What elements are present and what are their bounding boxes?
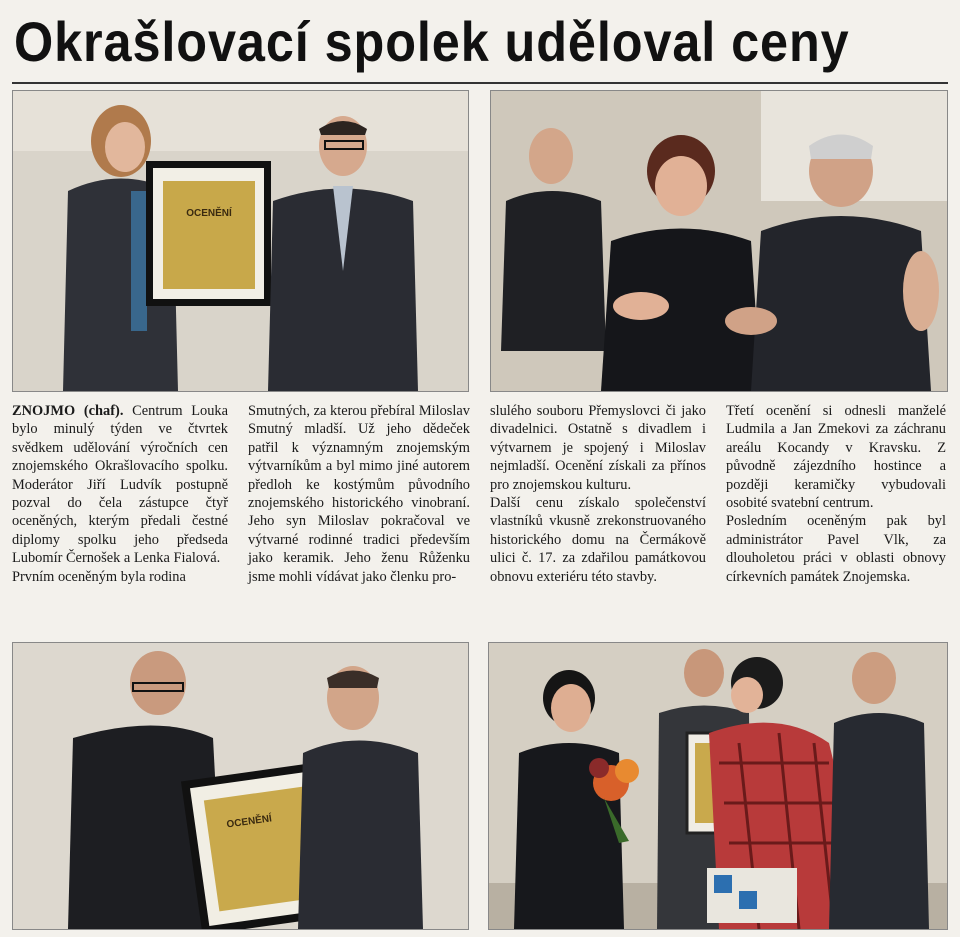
paragraph-smutny: Smutných, za kterou přebíral Miloslav Smutný mladší. Už jeho dědeček patřil k významným znojemským výtvarníkům a byl mimo jiné autorem předloh ke kostýmům původního znojemského historického vinobraní. Jeho syn Miloslav pokračoval ve výtvarné rodinné tradici především jako keramik. Jeho ženu Růženku jsme mohli vídávat jako členku pro- xyxy=(248,403,470,585)
diploma-label-1: OCENĚNÍ xyxy=(186,208,232,219)
photo-award-diploma xyxy=(12,642,469,930)
photo-scene-3 xyxy=(13,643,468,929)
headline-rule xyxy=(12,82,948,84)
article-column-4 xyxy=(726,402,946,586)
photo-scene-1 xyxy=(13,91,468,391)
photo-scene-4 xyxy=(489,643,947,929)
photo-audience xyxy=(490,90,948,392)
photo-flowers xyxy=(488,642,948,930)
paragraph-house: Další cenu získalo společenství vlastníků vkusně zrekonstruovaného historického domu na Čermákově ulici č. 17. za zdařilou památkovou obnovu exteriéru této stavby. xyxy=(490,495,706,585)
photo-scene-2 xyxy=(491,91,947,391)
headline: Okrašlovací spolek uděloval ceny xyxy=(14,10,850,73)
article-column-1 xyxy=(12,402,228,586)
paragraph-culture: slulého souboru Přemyslovci či jako divadelnici. Ostatně s divadlem i výtvarnem je spojený i Miloslav nejmladší. Ocenění získali za přínos pro znojemskou kulturu. xyxy=(490,403,706,493)
article-column-2 xyxy=(248,402,470,586)
diploma-label-3: OCENĚNÍ xyxy=(225,813,273,831)
photo-award-smutny xyxy=(12,90,469,392)
paragraph-first-award: Prvním oceněným byla rodina xyxy=(12,568,186,585)
paragraph-intro xyxy=(12,402,228,568)
dateline: ZNOJMO (chaf). xyxy=(12,403,124,419)
paragraph-vlk: Posledním oceněným pak byl administrátor Pavel Vlk, za dlouholetou práci v oblasti obnovy církevních památek Znojemska. xyxy=(726,513,946,585)
paragraph-zmek: Třetí ocenění si odnesli manželé Ludmila a Jan Zmekovi za záchranu areálu Kocandy v Kravsku. Z původně zájezdního hostince a později keramičky vybudovali osobité svatební centrum. xyxy=(726,403,946,512)
article-column-3 xyxy=(490,402,706,586)
paragraph-intro-text: Centrum Louka bylo minulý týden ve čtvrtek svědkem udělování výročních cen znojemského Okrašlovacího spolku. Moderátor Jiří Ludvík postupně pozval do čela zástupce čtyř oceněných, kterým předali čestné diplomy spolku jeho předseda Lubomír Černošek a Lenka Fialová. xyxy=(12,403,228,567)
